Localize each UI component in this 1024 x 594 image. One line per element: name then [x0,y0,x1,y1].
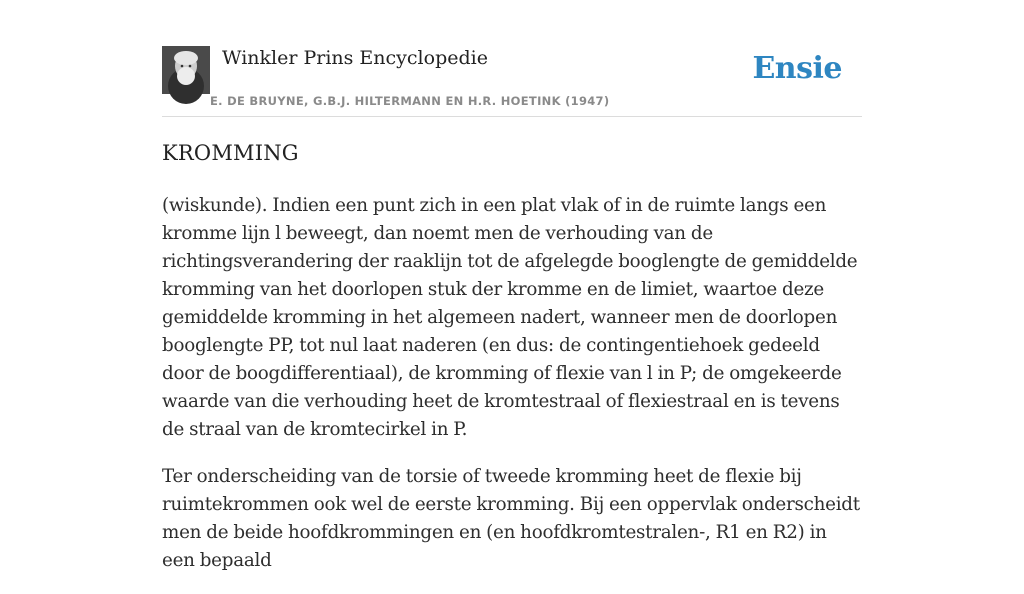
article-body [162,192,862,594]
article-title: KROMMING [162,141,299,165]
authors-line: E. DE BRUYNE, G.B.J. HILTERMANN EN H.R. HOETINK (1947) [210,94,610,108]
site-header [162,44,862,117]
encyclopedia-title[interactable]: Winkler Prins Encyclopedie [222,47,488,69]
ensie-logo[interactable]: Ensie [752,51,842,86]
article-paragraph: (wiskunde). Indien een punt zich in een plat vlak of in de ruimte langs een kromme lijn l beweegt, dan noemt men de verhouding van de richtingsverandering der raaklijn tot de afgelegde booglengte de gemiddelde kromming van het doorlopen stuk der kromme en de limiet, waartoe deze gemiddelde kromming in het algemeen nadert, wanneer men de doorlopen booglengte PP, tot nul laat naderen (en dus: de contingentiehoek gedeeld door de boogdifferentiaal), de kromming of flexie van l in P; de omgekeerde waarde van die verhouding heet de kromtestraal of flexiestraal en is tevens de straal van de kromtecirkel in P. [162,195,858,440]
article-paragraph: Ter onderscheiding van de torsie of tweede kromming heet de flexie bij ruimtekrommen ook wel de eerste kromming. Bij een oppervlak onderscheidt men de beide hoofdkrommingen en (en hoofdkromtestralen-, R1 en R2) in een bepaald [162,466,860,571]
author-portrait-icon [162,46,210,94]
